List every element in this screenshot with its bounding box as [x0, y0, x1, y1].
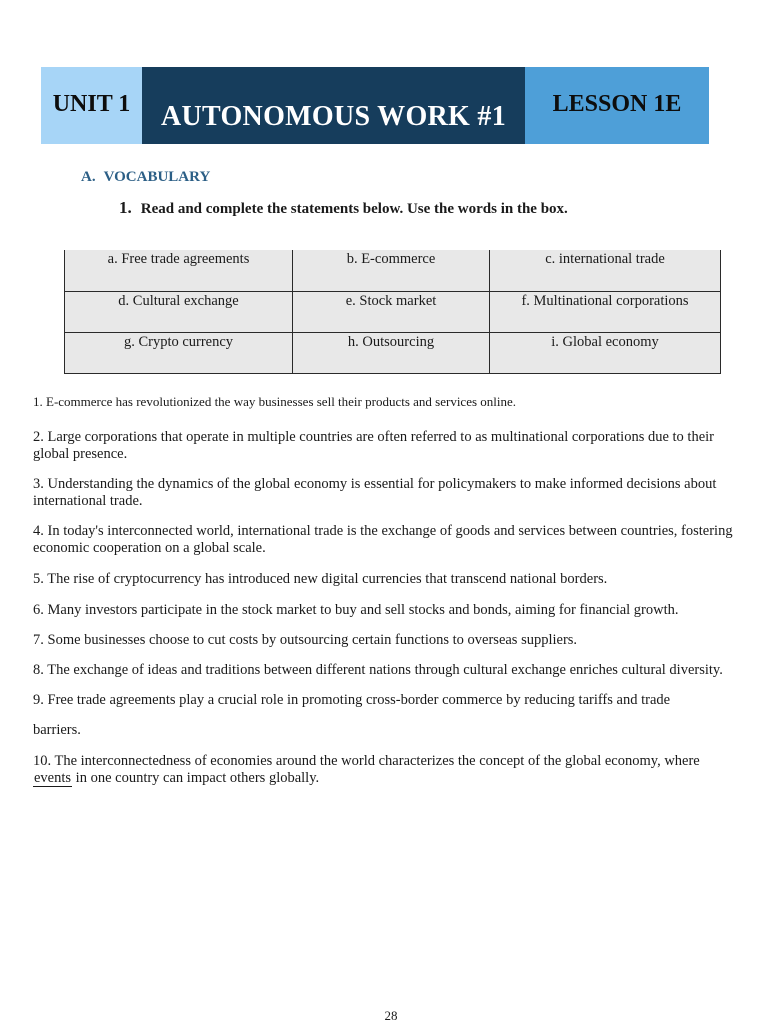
word-box-cell: d. Cultural exchange — [65, 291, 293, 332]
sentence-1: 1. E-commerce has revolutionized the way businesses sell their products and services online. — [33, 394, 517, 409]
sentence-4: 4. In today's interconnected world, international trade is the exchange of goods and services between countries, fostering economic cooperation on a global scale. — [33, 523, 733, 556]
exercise-instruction-text: Read and complete the statements below. Use the words in the box. — [140, 201, 568, 217]
word-box-row — [65, 291, 721, 332]
word-box-row — [65, 332, 721, 373]
word-box-cell: i. Global economy — [490, 332, 721, 373]
word-box-cell: c. international trade — [490, 250, 721, 291]
word-box-cell: a. Free trade agreements — [65, 250, 293, 291]
unit-banner — [41, 67, 709, 144]
sentence-10-end: in one country can impact others globally. — [75, 770, 320, 786]
sentence-6: 6. Many investors participate in the stock market to buy and sell stocks and bonds, aiming for financial growth. — [33, 602, 679, 618]
section-letter: A. — [81, 169, 96, 185]
word-box — [64, 250, 721, 374]
exercise-number: 1. — [119, 198, 132, 217]
sentence-7: 7. Some businesses choose to cut costs by outsourcing certain functions to overseas suppliers. — [33, 632, 578, 648]
lesson-label: LESSON 1E — [525, 67, 709, 144]
word-box-cell: b. E-commerce — [293, 250, 490, 291]
sentence-10-blank: events — [34, 770, 72, 786]
sentence-10 — [33, 753, 733, 787]
sentence-10-start: 10. The interconnectedness of economies around the world characterizes the concept of the global economy, where — [33, 753, 700, 769]
section-heading — [81, 169, 218, 186]
word-box-cell: f. Multinational corporations — [490, 291, 721, 332]
unit-label: UNIT 1 — [41, 67, 142, 144]
sentence-3: 3. Understanding the dynamics of the global economy is essential for policymakers to make informed decisions about international trade. — [33, 476, 717, 509]
worksheet-title: AUTONOMOUS WORK #1 — [142, 67, 525, 144]
sentence-5: 5. The rise of cryptocurrency has introduced new digital currencies that transcend national borders. — [33, 571, 608, 587]
exercise-instruction — [119, 198, 568, 218]
page-number: 28 — [384, 1008, 398, 1023]
sentence-9-continuation: barriers. — [33, 722, 81, 738]
sentence-9: 9. Free trade agreements play a crucial role in promoting cross-border commerce by reducing tariffs and trade — [33, 692, 671, 708]
word-box-cell: g. Crypto currency — [65, 332, 293, 373]
section-title: VOCABULARY — [103, 169, 211, 185]
word-box-cell: h. Outsourcing — [293, 332, 490, 373]
word-box-cell: e. Stock market — [293, 291, 490, 332]
sentence-8: 8. The exchange of ideas and traditions between different nations through cultural exchange enriches cultural diversity. — [33, 662, 723, 678]
sentence-2: 2. Large corporations that operate in multiple countries are often referred to as multinational corporations due to their global presence. — [33, 429, 714, 462]
word-box-row — [65, 250, 721, 291]
sentence-list — [33, 393, 733, 787]
